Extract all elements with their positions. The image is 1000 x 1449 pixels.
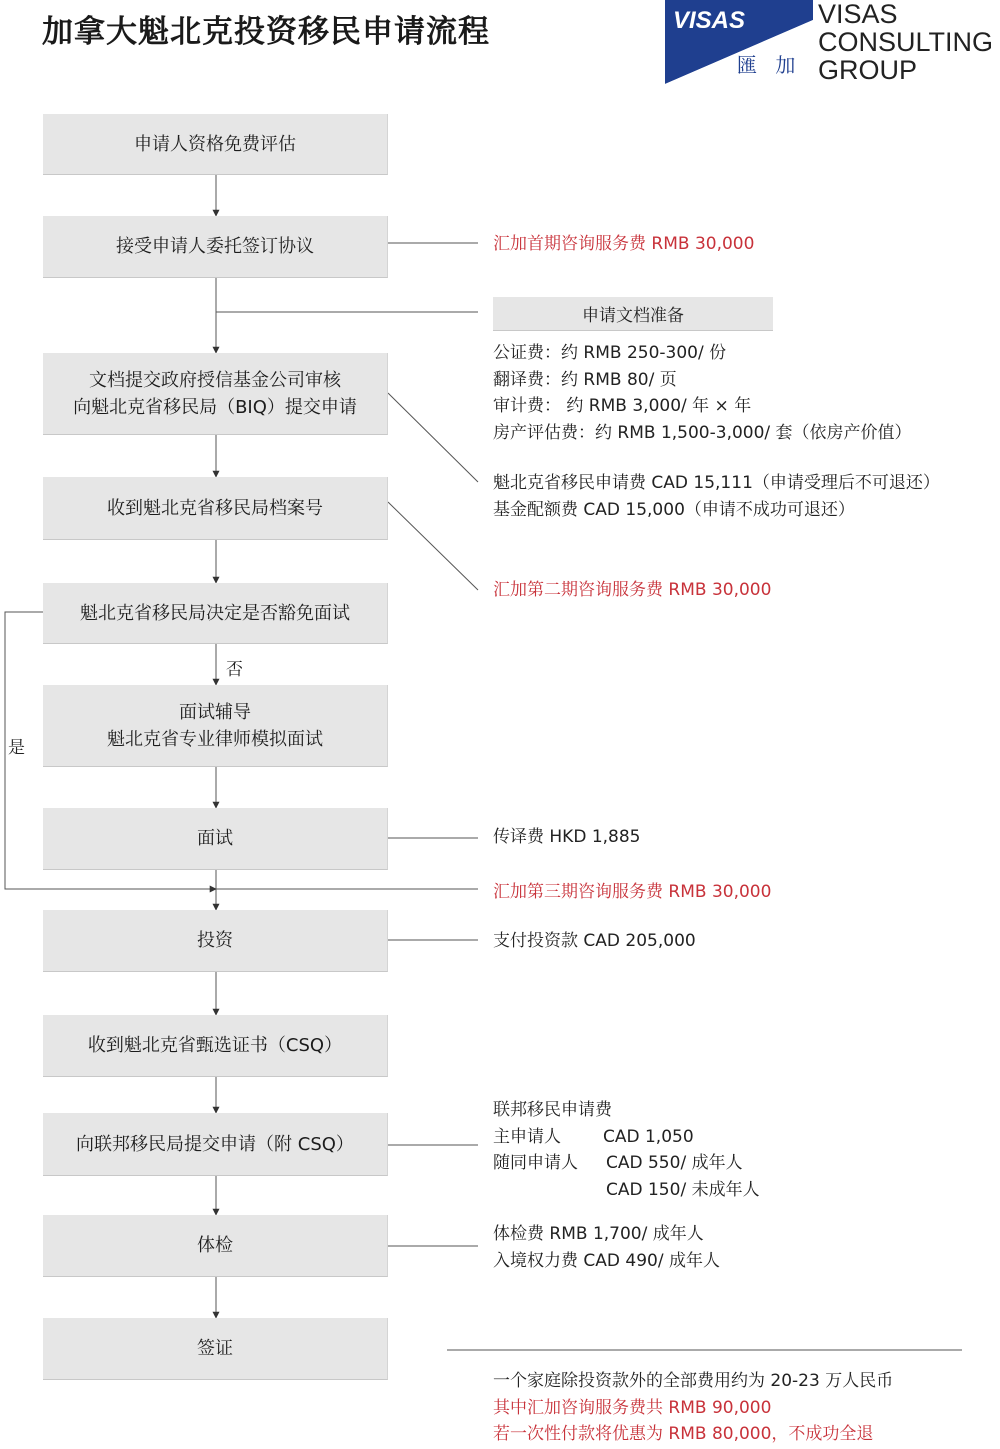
connector-second-fee: [388, 502, 478, 590]
step-text: 面试: [197, 828, 233, 849]
federal-dep-row: [493, 1150, 760, 1177]
federal-main-value: CAD 1,050: [603, 1126, 694, 1147]
logo-line-3: GROUP: [818, 55, 918, 85]
federal-minor-row: [493, 1177, 760, 1204]
step-federal-application: [43, 1113, 388, 1176]
step-text: 向联邦移民局提交申请（附 CSQ）: [76, 1133, 354, 1155]
doc-fee-item: 审计费： 约 RMB 3,000/ 年 × 年: [493, 396, 752, 416]
medical-fee-list: [493, 1221, 720, 1274]
third-consult-fee: 汇加第三期咨询服务费 RMB 30,000: [493, 882, 772, 902]
branch-no-label: 否: [226, 660, 243, 680]
logo-visas-text: VISAS: [673, 7, 746, 34]
step-text: 投资: [197, 930, 233, 951]
step-visa: [43, 1318, 388, 1380]
federal-fee-block: [493, 1097, 760, 1203]
step-text: 魁北克省专业律师模拟面试: [107, 728, 323, 750]
investment-payment: 支付投资款 CAD 205,000: [493, 931, 696, 951]
gov-fee-list: [493, 470, 940, 523]
medical-fee-item: 体检费 RMB 1,700/ 成年人: [493, 1224, 704, 1244]
page-title: 加拿大魁北克投资移民申请流程: [42, 14, 490, 50]
federal-dep-adult: CAD 550/ 成年人: [606, 1153, 743, 1173]
interpreter-fee: 传译费 HKD 1,885: [493, 827, 641, 847]
federal-dep-minor: CAD 150/ 未成年人: [606, 1179, 760, 1200]
step-text: 文档提交政府授信基金公司审核: [89, 369, 341, 391]
federal-main-label: 主申请人: [493, 1126, 561, 1147]
step-text: 向魁北克省移民局（BIQ）提交申请: [73, 396, 357, 418]
doc-fee-item: 公证费：约 RMB 250-300/ 份: [493, 343, 727, 363]
gov-fee-item: 魁北克省移民申请费 CAD 15,111（申请受理后不可退还）: [493, 473, 940, 493]
step-text: 面试辅导: [179, 701, 251, 723]
federal-dep-label: 随同申请人: [493, 1153, 578, 1173]
doc-prep-box: [493, 297, 773, 331]
step-text: 收到魁北克省甄选证书（CSQ）: [87, 1035, 343, 1056]
step-interview-decision: [43, 583, 388, 644]
step-text: 签证: [197, 1338, 233, 1359]
summary-total: 一个家庭除投资款外的全部费用约为 20-23 万人民币: [493, 1371, 894, 1391]
step-text: 申请人资格免费评估: [134, 133, 296, 155]
connector-gov-fees: [388, 393, 478, 482]
step-text: 体检: [197, 1235, 233, 1256]
medical-fee-item: 入境权力费 CAD 490/ 成年人: [493, 1250, 720, 1271]
branch-yes-label: 是: [8, 738, 25, 758]
step-text: 魁北克省移民局决定是否豁免面试: [80, 602, 350, 624]
first-consult-fee: 汇加首期咨询服务费 RMB 30,000: [493, 234, 755, 254]
step-submit-application: [43, 353, 388, 435]
doc-fee-item: 房产评估费：约 RMB 1,500-3,000/ 套（依房产价值）: [493, 422, 912, 443]
logo-line-1: VISAS: [818, 0, 898, 29]
step-interview: [43, 808, 388, 870]
step-sign-agreement: [43, 216, 388, 278]
logo-line-2: CONSULTING: [818, 27, 994, 57]
step-free-assessment: [43, 114, 388, 175]
step-medical: [43, 1215, 388, 1277]
doc-prep-label: 申请文档准备: [582, 306, 684, 326]
federal-main-row: [493, 1124, 760, 1151]
step-csq: [43, 1015, 388, 1077]
second-consult-fee: 汇加第二期咨询服务费 RMB 30,000: [493, 580, 772, 600]
step-interview-coaching: [43, 685, 388, 767]
summary-service-total: 其中汇加咨询服务费共 RMB 90,000: [493, 1397, 772, 1418]
federal-fee-title: 联邦移民申请费: [493, 1100, 612, 1120]
step-file-number: [43, 477, 388, 540]
gov-fee-item: 基金配额费 CAD 15,000（申请不成功可退还）: [493, 499, 855, 520]
step-text: 收到魁北克省移民局档案号: [107, 497, 323, 519]
doc-fee-list: [493, 340, 912, 446]
summary-discount: 若一次性付款将优惠为 RMB 80,000，不成功全退: [493, 1424, 874, 1444]
step-text: 接受申请人委托签订协议: [116, 236, 314, 257]
logo-chinese-text: 匯 加: [737, 53, 802, 77]
doc-fee-item: 翻译费：约 RMB 80/ 页: [493, 369, 677, 390]
cost-summary: [493, 1368, 893, 1448]
step-investment: [43, 910, 388, 972]
